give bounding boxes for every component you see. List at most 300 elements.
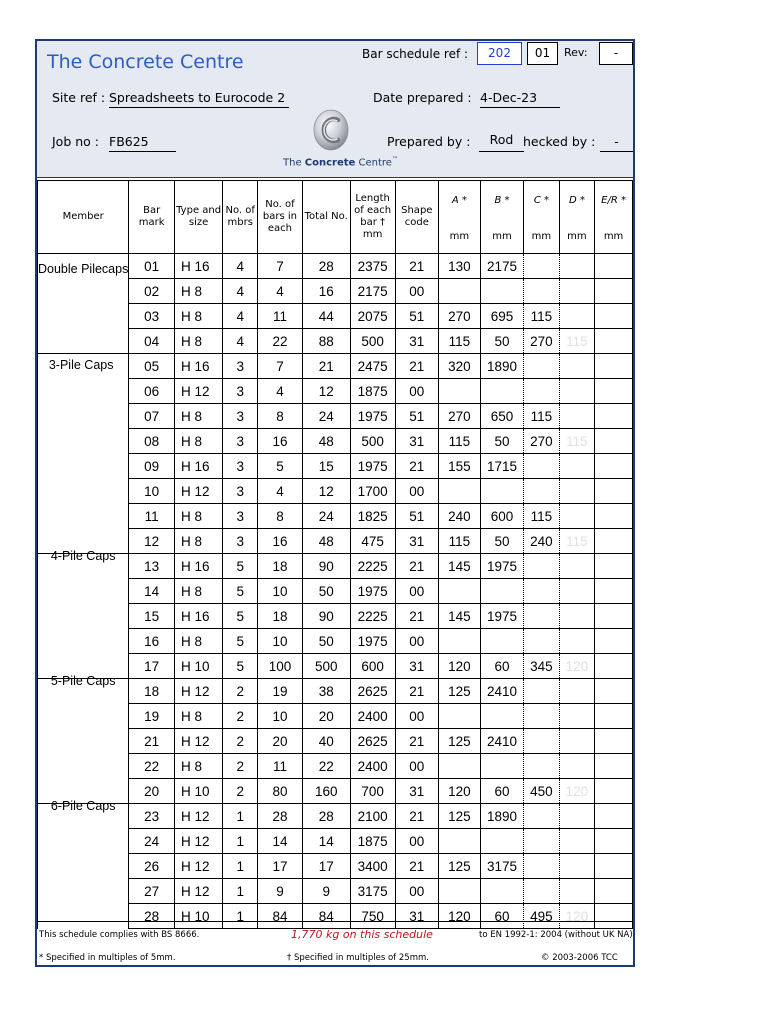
dim-a-cell[interactable]: 155	[439, 454, 481, 479]
dim-d-cell[interactable]	[559, 729, 594, 754]
dim-er-cell[interactable]	[595, 804, 633, 829]
shape-code-cell[interactable]: 51	[395, 504, 439, 529]
type-size-cell[interactable]: H 8	[174, 279, 222, 304]
no-bars-cell[interactable]: 4	[258, 479, 303, 504]
dim-d-cell[interactable]	[559, 629, 594, 654]
type-size-cell[interactable]: H 16	[174, 354, 222, 379]
length-cell[interactable]: 2400	[350, 754, 395, 779]
total-no-cell[interactable]: 20	[302, 704, 350, 729]
bar-mark-cell[interactable]: 10	[129, 479, 175, 504]
shape-code-cell[interactable]: 00	[395, 479, 439, 504]
total-no-cell[interactable]: 28	[302, 254, 350, 279]
dim-er-cell[interactable]	[595, 879, 633, 904]
dim-a-cell[interactable]	[439, 754, 481, 779]
no-mbrs-cell[interactable]: 4	[223, 304, 258, 329]
length-cell[interactable]: 700	[350, 779, 395, 804]
no-bars-cell[interactable]: 17	[258, 854, 303, 879]
bar-mark-cell[interactable]: 23	[129, 804, 175, 829]
dim-d-cell[interactable]	[559, 754, 594, 779]
type-size-cell[interactable]: H 16	[174, 604, 222, 629]
type-size-cell[interactable]: H 12	[174, 879, 222, 904]
dim-c-cell[interactable]	[524, 254, 559, 279]
no-bars-cell[interactable]: 4	[258, 379, 303, 404]
dim-a-cell[interactable]: 320	[439, 354, 481, 379]
length-cell[interactable]: 2225	[350, 554, 395, 579]
dim-c-cell[interactable]	[524, 554, 559, 579]
dim-c-cell[interactable]: 115	[524, 404, 559, 429]
dim-a-cell[interactable]: 130	[439, 254, 481, 279]
length-cell[interactable]: 2175	[350, 279, 395, 304]
dim-c-cell[interactable]	[524, 804, 559, 829]
dim-c-cell[interactable]: 270	[524, 429, 559, 454]
dim-c-cell[interactable]	[524, 454, 559, 479]
dim-a-cell[interactable]: 120	[439, 904, 481, 929]
dim-a-cell[interactable]: 115	[439, 429, 481, 454]
dim-c-cell[interactable]: 240	[524, 529, 559, 554]
type-size-cell[interactable]: H 16	[174, 554, 222, 579]
dim-er-cell[interactable]	[595, 554, 633, 579]
dim-b-cell[interactable]	[480, 704, 523, 729]
total-no-cell[interactable]: 21	[302, 354, 350, 379]
dim-a-cell[interactable]: 270	[439, 304, 481, 329]
type-size-cell[interactable]: H 8	[174, 754, 222, 779]
no-mbrs-cell[interactable]: 3	[223, 404, 258, 429]
total-no-cell[interactable]: 28	[302, 804, 350, 829]
no-bars-cell[interactable]: 14	[258, 829, 303, 854]
dim-c-cell[interactable]	[524, 679, 559, 704]
dim-er-cell[interactable]	[595, 404, 633, 429]
type-size-cell[interactable]: H 8	[174, 329, 222, 354]
dim-b-cell[interactable]: 50	[480, 529, 523, 554]
dim-d-cell[interactable]	[559, 479, 594, 504]
dim-d-cell[interactable]: 120	[559, 904, 594, 929]
bar-schedule-ref-number[interactable]: 202	[477, 42, 522, 65]
dim-er-cell[interactable]	[595, 679, 633, 704]
dim-d-cell[interactable]	[559, 404, 594, 429]
bar-mark-cell[interactable]: 26	[129, 854, 175, 879]
dim-c-cell[interactable]: 450	[524, 779, 559, 804]
no-bars-cell[interactable]: 10	[258, 579, 303, 604]
type-size-cell[interactable]: H 10	[174, 779, 222, 804]
length-cell[interactable]: 3175	[350, 879, 395, 904]
dim-c-cell[interactable]	[524, 379, 559, 404]
dim-b-cell[interactable]: 1975	[480, 604, 523, 629]
dim-c-cell[interactable]	[524, 854, 559, 879]
dim-er-cell[interactable]	[595, 479, 633, 504]
no-mbrs-cell[interactable]: 5	[223, 579, 258, 604]
type-size-cell[interactable]: H 10	[174, 654, 222, 679]
no-bars-cell[interactable]: 4	[258, 279, 303, 304]
length-cell[interactable]: 2400	[350, 704, 395, 729]
shape-code-cell[interactable]: 00	[395, 279, 439, 304]
dim-d-cell[interactable]	[559, 554, 594, 579]
dim-a-cell[interactable]: 145	[439, 604, 481, 629]
length-cell[interactable]: 1975	[350, 579, 395, 604]
no-mbrs-cell[interactable]: 3	[223, 504, 258, 529]
dim-d-cell[interactable]	[559, 279, 594, 304]
total-no-cell[interactable]: 15	[302, 454, 350, 479]
dim-er-cell[interactable]	[595, 779, 633, 804]
shape-code-cell[interactable]: 31	[395, 904, 439, 929]
dim-er-cell[interactable]	[595, 529, 633, 554]
dim-d-cell[interactable]	[559, 704, 594, 729]
dim-a-cell[interactable]	[439, 279, 481, 304]
shape-code-cell[interactable]: 21	[395, 804, 439, 829]
dim-d-cell[interactable]	[559, 579, 594, 604]
dim-d-cell[interactable]	[559, 804, 594, 829]
no-bars-cell[interactable]: 28	[258, 804, 303, 829]
total-no-cell[interactable]: 38	[302, 679, 350, 704]
dim-d-cell[interactable]	[559, 354, 594, 379]
dim-b-cell[interactable]: 695	[480, 304, 523, 329]
length-cell[interactable]: 500	[350, 429, 395, 454]
dim-b-cell[interactable]	[480, 279, 523, 304]
bar-mark-cell[interactable]: 01	[129, 254, 175, 279]
type-size-cell[interactable]: H 12	[174, 679, 222, 704]
no-bars-cell[interactable]: 11	[258, 304, 303, 329]
dim-a-cell[interactable]	[439, 704, 481, 729]
no-bars-cell[interactable]: 16	[258, 429, 303, 454]
no-bars-cell[interactable]: 80	[258, 779, 303, 804]
dim-d-cell[interactable]	[559, 379, 594, 404]
dim-d-cell[interactable]	[559, 854, 594, 879]
type-size-cell[interactable]: H 12	[174, 479, 222, 504]
dim-a-cell[interactable]	[439, 629, 481, 654]
length-cell[interactable]: 3400	[350, 854, 395, 879]
dim-b-cell[interactable]	[480, 829, 523, 854]
dim-d-cell[interactable]: 120	[559, 779, 594, 804]
dim-b-cell[interactable]: 3175	[480, 854, 523, 879]
dim-c-cell[interactable]	[524, 579, 559, 604]
no-mbrs-cell[interactable]: 1	[223, 904, 258, 929]
total-no-cell[interactable]: 12	[302, 479, 350, 504]
dim-er-cell[interactable]	[595, 754, 633, 779]
bar-mark-cell[interactable]: 24	[129, 829, 175, 854]
total-no-cell[interactable]: 16	[302, 279, 350, 304]
dim-b-cell[interactable]: 50	[480, 329, 523, 354]
bar-schedule-sheet-number[interactable]: 01	[527, 42, 558, 65]
bar-mark-cell[interactable]: 22	[129, 754, 175, 779]
dim-c-cell[interactable]: 115	[524, 304, 559, 329]
dim-er-cell[interactable]	[595, 304, 633, 329]
dim-b-cell[interactable]: 1890	[480, 354, 523, 379]
shape-code-cell[interactable]: 51	[395, 404, 439, 429]
no-bars-cell[interactable]: 8	[258, 504, 303, 529]
dim-a-cell[interactable]: 120	[439, 779, 481, 804]
dim-c-cell[interactable]	[524, 354, 559, 379]
no-bars-cell[interactable]: 8	[258, 404, 303, 429]
dim-c-cell[interactable]: 345	[524, 654, 559, 679]
length-cell[interactable]: 2475	[350, 354, 395, 379]
length-cell[interactable]: 1975	[350, 454, 395, 479]
dim-er-cell[interactable]	[595, 429, 633, 454]
bar-mark-cell[interactable]: 21	[129, 729, 175, 754]
bar-mark-cell[interactable]: 09	[129, 454, 175, 479]
rev-value[interactable]: -	[599, 42, 633, 65]
no-mbrs-cell[interactable]: 4	[223, 279, 258, 304]
length-cell[interactable]: 750	[350, 904, 395, 929]
no-mbrs-cell[interactable]: 3	[223, 479, 258, 504]
shape-code-cell[interactable]: 31	[395, 529, 439, 554]
shape-code-cell[interactable]: 31	[395, 654, 439, 679]
shape-code-cell[interactable]: 31	[395, 779, 439, 804]
no-mbrs-cell[interactable]: 4	[223, 254, 258, 279]
dim-b-cell[interactable]: 650	[480, 404, 523, 429]
no-mbrs-cell[interactable]: 1	[223, 879, 258, 904]
no-mbrs-cell[interactable]: 2	[223, 729, 258, 754]
no-mbrs-cell[interactable]: 1	[223, 854, 258, 879]
prepared-by-value[interactable]: Rod	[479, 132, 524, 152]
bar-mark-cell[interactable]: 17	[129, 654, 175, 679]
dim-er-cell[interactable]	[595, 579, 633, 604]
bar-mark-cell[interactable]: 06	[129, 379, 175, 404]
no-bars-cell[interactable]: 18	[258, 554, 303, 579]
length-cell[interactable]: 475	[350, 529, 395, 554]
shape-code-cell[interactable]: 00	[395, 629, 439, 654]
dim-b-cell[interactable]: 600	[480, 504, 523, 529]
dim-er-cell[interactable]	[595, 279, 633, 304]
bar-mark-cell[interactable]: 15	[129, 604, 175, 629]
bar-mark-cell[interactable]: 13	[129, 554, 175, 579]
dim-c-cell[interactable]	[524, 479, 559, 504]
no-bars-cell[interactable]: 100	[258, 654, 303, 679]
no-mbrs-cell[interactable]: 5	[223, 654, 258, 679]
type-size-cell[interactable]: H 10	[174, 904, 222, 929]
type-size-cell[interactable]: H 8	[174, 579, 222, 604]
total-no-cell[interactable]: 160	[302, 779, 350, 804]
dim-c-cell[interactable]	[524, 729, 559, 754]
bar-mark-cell[interactable]: 18	[129, 679, 175, 704]
length-cell[interactable]: 500	[350, 329, 395, 354]
dim-d-cell[interactable]: 120	[559, 654, 594, 679]
no-bars-cell[interactable]: 10	[258, 704, 303, 729]
shape-code-cell[interactable]: 21	[395, 454, 439, 479]
total-no-cell[interactable]: 24	[302, 404, 350, 429]
type-size-cell[interactable]: H 12	[174, 729, 222, 754]
total-no-cell[interactable]: 50	[302, 579, 350, 604]
total-no-cell[interactable]: 84	[302, 904, 350, 929]
dim-b-cell[interactable]: 1890	[480, 804, 523, 829]
checked-by-value[interactable]: -	[600, 134, 633, 152]
dim-b-cell[interactable]: 60	[480, 654, 523, 679]
dim-er-cell[interactable]	[595, 254, 633, 279]
total-no-cell[interactable]: 88	[302, 329, 350, 354]
dim-a-cell[interactable]	[439, 379, 481, 404]
dim-a-cell[interactable]: 125	[439, 729, 481, 754]
shape-code-cell[interactable]: 31	[395, 429, 439, 454]
no-bars-cell[interactable]: 22	[258, 329, 303, 354]
dim-a-cell[interactable]: 125	[439, 679, 481, 704]
dim-a-cell[interactable]: 120	[439, 654, 481, 679]
type-size-cell[interactable]: H 8	[174, 704, 222, 729]
no-bars-cell[interactable]: 9	[258, 879, 303, 904]
dim-b-cell[interactable]	[480, 754, 523, 779]
shape-code-cell[interactable]: 51	[395, 304, 439, 329]
dim-c-cell[interactable]	[524, 704, 559, 729]
length-cell[interactable]: 2625	[350, 679, 395, 704]
total-no-cell[interactable]: 17	[302, 854, 350, 879]
dim-a-cell[interactable]: 240	[439, 504, 481, 529]
shape-code-cell[interactable]: 21	[395, 354, 439, 379]
dim-a-cell[interactable]	[439, 879, 481, 904]
type-size-cell[interactable]: H 12	[174, 854, 222, 879]
bar-mark-cell[interactable]: 02	[129, 279, 175, 304]
type-size-cell[interactable]: H 8	[174, 429, 222, 454]
bar-mark-cell[interactable]: 05	[129, 354, 175, 379]
dim-b-cell[interactable]	[480, 629, 523, 654]
dim-d-cell[interactable]	[559, 829, 594, 854]
length-cell[interactable]: 2225	[350, 604, 395, 629]
length-cell[interactable]: 2625	[350, 729, 395, 754]
bar-mark-cell[interactable]: 20	[129, 779, 175, 804]
total-no-cell[interactable]: 40	[302, 729, 350, 754]
no-mbrs-cell[interactable]: 3	[223, 454, 258, 479]
shape-code-cell[interactable]: 21	[395, 854, 439, 879]
dim-c-cell[interactable]	[524, 879, 559, 904]
length-cell[interactable]: 2100	[350, 804, 395, 829]
type-size-cell[interactable]: H 12	[174, 804, 222, 829]
dim-er-cell[interactable]	[595, 654, 633, 679]
no-mbrs-cell[interactable]: 1	[223, 829, 258, 854]
bar-mark-cell[interactable]: 08	[129, 429, 175, 454]
no-mbrs-cell[interactable]: 2	[223, 779, 258, 804]
no-bars-cell[interactable]: 20	[258, 729, 303, 754]
dim-b-cell[interactable]: 60	[480, 904, 523, 929]
shape-code-cell[interactable]: 00	[395, 704, 439, 729]
dim-d-cell[interactable]	[559, 454, 594, 479]
dim-d-cell[interactable]	[559, 254, 594, 279]
total-no-cell[interactable]: 22	[302, 754, 350, 779]
dim-b-cell[interactable]: 60	[480, 779, 523, 804]
length-cell[interactable]: 600	[350, 654, 395, 679]
bar-mark-cell[interactable]: 14	[129, 579, 175, 604]
dim-d-cell[interactable]: 115	[559, 329, 594, 354]
length-cell[interactable]: 2375	[350, 254, 395, 279]
shape-code-cell[interactable]: 00	[395, 829, 439, 854]
dim-d-cell[interactable]: 115	[559, 429, 594, 454]
shape-code-cell[interactable]: 21	[395, 554, 439, 579]
dim-b-cell[interactable]: 1715	[480, 454, 523, 479]
shape-code-cell[interactable]: 00	[395, 579, 439, 604]
no-mbrs-cell[interactable]: 3	[223, 379, 258, 404]
type-size-cell[interactable]: H 12	[174, 379, 222, 404]
total-no-cell[interactable]: 48	[302, 529, 350, 554]
total-no-cell[interactable]: 9	[302, 879, 350, 904]
no-bars-cell[interactable]: 10	[258, 629, 303, 654]
dim-c-cell[interactable]: 495	[524, 904, 559, 929]
total-no-cell[interactable]: 500	[302, 654, 350, 679]
dim-a-cell[interactable]	[439, 479, 481, 504]
bar-mark-cell[interactable]: 11	[129, 504, 175, 529]
dim-c-cell[interactable]	[524, 604, 559, 629]
shape-code-cell[interactable]: 00	[395, 879, 439, 904]
dim-a-cell[interactable]	[439, 829, 481, 854]
dim-b-cell[interactable]: 50	[480, 429, 523, 454]
dim-c-cell[interactable]: 115	[524, 504, 559, 529]
dim-er-cell[interactable]	[595, 604, 633, 629]
no-bars-cell[interactable]: 84	[258, 904, 303, 929]
type-size-cell[interactable]: H 8	[174, 304, 222, 329]
length-cell[interactable]: 1875	[350, 829, 395, 854]
total-no-cell[interactable]: 90	[302, 554, 350, 579]
length-cell[interactable]: 2075	[350, 304, 395, 329]
no-mbrs-cell[interactable]: 3	[223, 354, 258, 379]
dim-c-cell[interactable]: 270	[524, 329, 559, 354]
dim-b-cell[interactable]	[480, 879, 523, 904]
type-size-cell[interactable]: H 8	[174, 629, 222, 654]
total-no-cell[interactable]: 50	[302, 629, 350, 654]
site-ref-value[interactable]: Spreadsheets to Eurocode 2	[109, 90, 289, 108]
no-mbrs-cell[interactable]: 5	[223, 604, 258, 629]
no-mbrs-cell[interactable]: 2	[223, 704, 258, 729]
job-no-value[interactable]: FB625	[109, 134, 176, 152]
type-size-cell[interactable]: H 16	[174, 454, 222, 479]
dim-b-cell[interactable]: 2175	[480, 254, 523, 279]
no-mbrs-cell[interactable]: 2	[223, 679, 258, 704]
date-prepared-value[interactable]: 4-Dec-23	[480, 90, 560, 108]
type-size-cell[interactable]: H 8	[174, 504, 222, 529]
dim-er-cell[interactable]	[595, 729, 633, 754]
total-no-cell[interactable]: 44	[302, 304, 350, 329]
no-bars-cell[interactable]: 16	[258, 529, 303, 554]
dim-er-cell[interactable]	[595, 454, 633, 479]
type-size-cell[interactable]: H 8	[174, 404, 222, 429]
type-size-cell[interactable]: H 16	[174, 254, 222, 279]
dim-er-cell[interactable]	[595, 504, 633, 529]
bar-mark-cell[interactable]: 04	[129, 329, 175, 354]
total-no-cell[interactable]: 90	[302, 604, 350, 629]
type-size-cell[interactable]: H 12	[174, 829, 222, 854]
dim-a-cell[interactable]: 145	[439, 554, 481, 579]
no-bars-cell[interactable]: 19	[258, 679, 303, 704]
total-no-cell[interactable]: 12	[302, 379, 350, 404]
dim-er-cell[interactable]	[595, 704, 633, 729]
shape-code-cell[interactable]: 21	[395, 729, 439, 754]
no-mbrs-cell[interactable]: 4	[223, 329, 258, 354]
dim-b-cell[interactable]: 2410	[480, 679, 523, 704]
dim-a-cell[interactable]: 115	[439, 529, 481, 554]
dim-er-cell[interactable]	[595, 354, 633, 379]
dim-d-cell[interactable]	[559, 879, 594, 904]
dim-d-cell[interactable]: 115	[559, 529, 594, 554]
no-bars-cell[interactable]: 7	[258, 254, 303, 279]
dim-a-cell[interactable]: 115	[439, 329, 481, 354]
bar-mark-cell[interactable]: 03	[129, 304, 175, 329]
dim-b-cell[interactable]	[480, 379, 523, 404]
dim-d-cell[interactable]	[559, 304, 594, 329]
shape-code-cell[interactable]: 21	[395, 679, 439, 704]
no-mbrs-cell[interactable]: 3	[223, 429, 258, 454]
dim-a-cell[interactable]	[439, 579, 481, 604]
dim-er-cell[interactable]	[595, 629, 633, 654]
shape-code-cell[interactable]: 00	[395, 754, 439, 779]
dim-er-cell[interactable]	[595, 854, 633, 879]
dim-c-cell[interactable]	[524, 279, 559, 304]
bar-mark-cell[interactable]: 16	[129, 629, 175, 654]
length-cell[interactable]: 1975	[350, 629, 395, 654]
dim-er-cell[interactable]	[595, 329, 633, 354]
type-size-cell[interactable]: H 8	[174, 529, 222, 554]
dim-a-cell[interactable]: 270	[439, 404, 481, 429]
dim-a-cell[interactable]: 125	[439, 854, 481, 879]
dim-b-cell[interactable]: 1975	[480, 554, 523, 579]
no-bars-cell[interactable]: 7	[258, 354, 303, 379]
dim-c-cell[interactable]	[524, 629, 559, 654]
shape-code-cell[interactable]: 21	[395, 254, 439, 279]
dim-d-cell[interactable]	[559, 504, 594, 529]
total-no-cell[interactable]: 48	[302, 429, 350, 454]
no-mbrs-cell[interactable]: 5	[223, 554, 258, 579]
